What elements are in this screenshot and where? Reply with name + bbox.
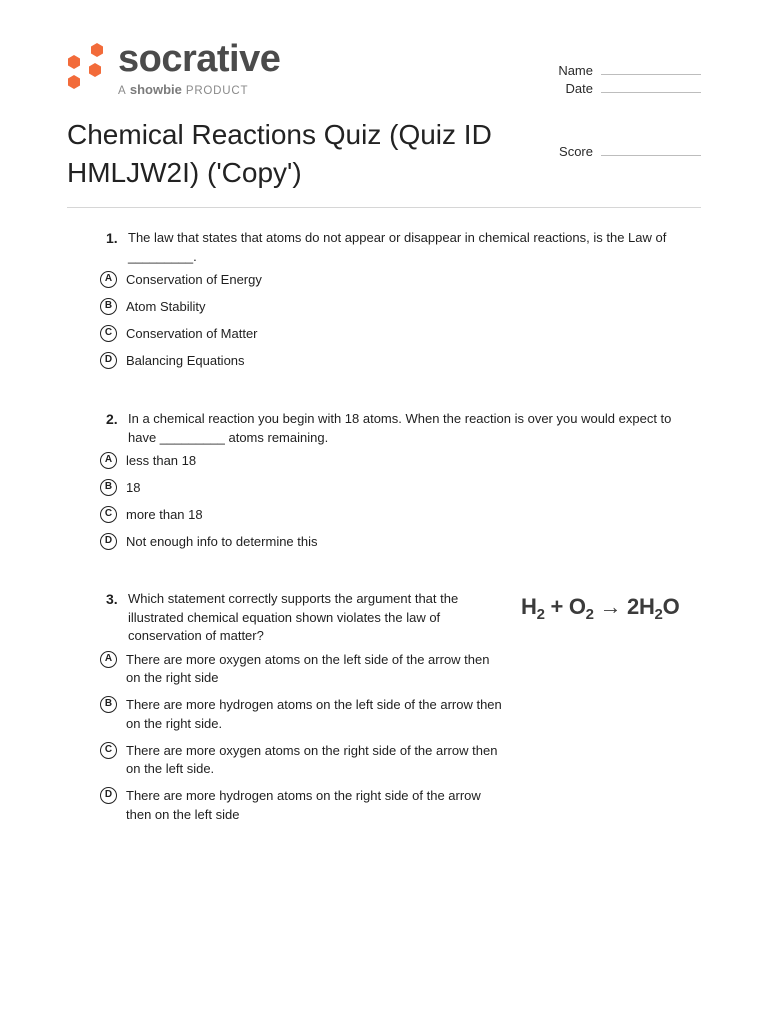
option-letter-badge: C (100, 325, 117, 342)
name-label: Name (558, 63, 593, 78)
option-text: There are more oxygen atoms on the right side of the arrow then on the left side. (126, 742, 498, 776)
logo-wordmark: socrative (118, 38, 281, 80)
option-c[interactable] (100, 742, 680, 779)
option-letter-badge: D (100, 352, 117, 369)
date-label: Date (565, 81, 593, 96)
option-b[interactable] (100, 479, 680, 498)
option-letter-badge: A (100, 271, 117, 288)
chemical-equation: $H_2 + O_2 \to 2H_2O$ (521, 594, 680, 623)
option-text: There are more hydrogen atoms on the right side of the arrow then on the left side (126, 788, 481, 822)
option-a[interactable] (100, 452, 680, 471)
option-list (100, 271, 680, 371)
option-text: Conservation of Matter (126, 326, 258, 341)
option-c[interactable] (100, 506, 680, 525)
date-field[interactable] (513, 81, 701, 96)
question-1 (100, 229, 680, 379)
option-letter-badge: A (100, 651, 117, 668)
option-letter-badge: B (100, 298, 117, 315)
question-3 (100, 590, 680, 833)
divider (67, 207, 701, 208)
option-text: Balancing Equations (126, 353, 245, 368)
socrative-hexagon-logo-icon (66, 43, 110, 93)
page-title: Chemical Reactions Quiz (Quiz ID HMLJW2I) ('Copy') (67, 119, 492, 188)
option-b[interactable] (100, 298, 680, 317)
option-text: Atom Stability (126, 299, 206, 314)
question-number: 2. (106, 411, 118, 427)
option-text: more than 18 (126, 507, 203, 522)
option-letter-badge: B (100, 696, 117, 713)
option-b[interactable] (100, 696, 680, 733)
question-text: Which statement correctly supports the argument that the illustrated chemical equation shown violates the law of conservation of matter? (128, 591, 459, 643)
option-a[interactable] (100, 271, 680, 290)
date-line (601, 91, 701, 93)
name-line (601, 73, 701, 75)
socrative-logo (66, 40, 306, 100)
option-list (100, 452, 680, 552)
option-a[interactable] (100, 651, 680, 688)
option-text: 18 (126, 480, 141, 495)
option-letter-badge: D (100, 533, 117, 550)
option-letter-badge: B (100, 479, 117, 496)
name-field[interactable] (513, 63, 701, 78)
logo-tagline: A showbie PRODUCT (118, 82, 249, 97)
score-field[interactable] (513, 144, 701, 159)
option-letter-badge: C (100, 742, 117, 759)
question-2 (100, 410, 680, 560)
question-number: 3. (106, 591, 118, 607)
option-d[interactable] (100, 787, 680, 824)
option-text: less than 18 (126, 453, 197, 468)
question-number: 1. (106, 230, 118, 246)
score-line (601, 154, 701, 156)
option-list (100, 651, 680, 825)
option-letter-badge: D (100, 787, 117, 804)
option-text: There are more oxygen atoms on the left side of the arrow then on the right side (126, 651, 490, 685)
option-d[interactable] (100, 352, 680, 371)
option-letter-badge: C (100, 506, 117, 523)
option-letter-badge: A (100, 452, 117, 469)
score-label: Score (559, 144, 593, 159)
option-text: Conservation of Energy (126, 272, 262, 287)
question-text: In a chemical reaction you begin with 18 atoms. When the reaction is over you would expect to have _________ atoms remaining. (128, 411, 672, 445)
question-text: The law that states that atoms do not appear or disappear in chemical reactions, is the Law of _________. (128, 230, 667, 264)
option-c[interactable] (100, 325, 680, 344)
option-text: There are more hydrogen atoms on the left side of the arrow then on the right side. (126, 697, 502, 731)
option-text: Not enough info to determine this (126, 534, 318, 549)
option-d[interactable] (100, 533, 680, 552)
